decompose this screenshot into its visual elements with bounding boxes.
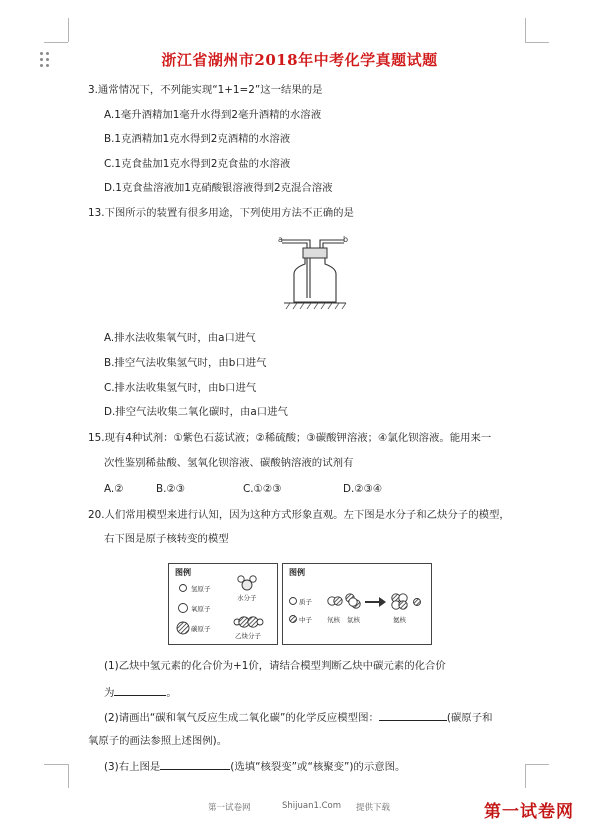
crop-mark-bottom-right-v — [525, 764, 526, 788]
crop-mark-bottom-left-v — [68, 764, 69, 788]
q20-stem-line2: 右下图是原子核转变的模型 — [104, 533, 229, 545]
legend-title-right: 图例 — [289, 568, 305, 577]
nucleus-legend-box — [282, 563, 432, 645]
q15-option-b: B.②③ — [156, 483, 186, 495]
footer-download: 提供下载 — [356, 803, 391, 813]
q20-stem-line1: 20.人们常用模型来进行认知，因为这种方式形象直观。左下图是水分子和乙炔分子的模型， — [88, 509, 510, 521]
legend-carbon-label: 碳原子 — [191, 625, 211, 633]
q15-option-c: C.①②③ — [243, 483, 282, 495]
q13-option-d: D.排空气法收集二氧化碳时，由a口进气 — [104, 406, 288, 418]
q20-sub1-line1: (1)乙炔中氢元素的化合价为+1价，请结合模型判断乙炔中碳元素的化合价 — [104, 660, 446, 672]
legend-deuterium-label: 氘核 — [327, 616, 340, 624]
q13-option-a: A.排水法收集氧气时，由a口进气 — [104, 332, 256, 344]
molecule-legend-box — [168, 563, 278, 645]
page-title: 浙江省湖州市2018年中考化学真题试题 — [161, 51, 438, 69]
footer-url[interactable]: Shijuan1.Com — [282, 801, 342, 811]
q13-stem: 13.下图所示的装置有很多用途，下列使用方法不正确的是 — [88, 207, 354, 219]
footer-site-name: 第一试卷网 — [208, 803, 251, 813]
q20-sub1-suffix: 。 — [166, 687, 177, 699]
crop-mark-top-right-v — [525, 18, 526, 42]
q3-option-c: C.1克食盐加1克水得到2克食盐的水溶液 — [104, 158, 291, 170]
q13-option-c: C.排水法收集氢气时，由b口进气 — [104, 382, 257, 394]
q13-option-b: B.排空气法收集氢气时，由b口进气 — [104, 357, 267, 369]
crop-mark-bottom-left-h — [44, 764, 68, 765]
q20-sub2-suffix: (碳原子和 — [446, 712, 493, 724]
q20-sub3-line — [104, 758, 405, 774]
port-b-label: b — [343, 235, 349, 244]
legend-neutron-label: 中子 — [299, 616, 312, 624]
q15-stem-line2: 次性鉴别稀盐酸、氢氧化钡溶液、碳酸钠溶液的试剂有 — [104, 457, 354, 469]
crop-mark-top-right-h — [525, 42, 549, 43]
crop-mark-top-left-h — [44, 42, 68, 43]
q3-option-d: D.1克食盐溶液加1克硝酸银溶液得到2克混合溶液 — [104, 182, 333, 194]
brand-logo-text: 第一试卷网 — [484, 802, 574, 822]
q20-sub2-line1 — [104, 709, 492, 725]
answer-blank-3[interactable] — [160, 758, 230, 770]
legend-proton-label: 质子 — [299, 598, 312, 606]
q20-sub3-prefix: (3)右上图是 — [104, 761, 161, 773]
port-a-label: a — [278, 235, 283, 244]
q3-option-a: A.1毫升酒精加1毫升水得到2毫升酒精的水溶液 — [104, 109, 322, 121]
crop-mark-bottom-right-h — [525, 764, 549, 765]
q20-sub2-line2: 氧原子的画法参照上述图例)。 — [88, 735, 228, 747]
q20-sub1-line2 — [104, 684, 177, 700]
q20-sub3-suffix: (选填“核裂变”或“核聚变”)的示意图。 — [230, 761, 406, 773]
legend-oxygen-label: 氧原子 — [191, 605, 211, 613]
crop-mark-top-left-v — [68, 18, 69, 42]
legend-helium-label: 氦核 — [393, 616, 406, 624]
q20-sub2-prefix: (2)请画出“碳和氧气反应生成二氧化碳”的化学反应模型图： — [104, 712, 379, 724]
q3-option-b: B.1克酒精加1克水得到2克酒精的水溶液 — [104, 133, 291, 145]
answer-blank-2[interactable] — [379, 709, 447, 721]
q20-sub1-prefix: 为 — [104, 687, 115, 699]
q15-option-a: A.② — [104, 483, 124, 495]
q15-option-d: D.②③④ — [343, 483, 383, 495]
legend-water-label: 水分子 — [237, 594, 257, 602]
legend-tritium-label: 氚核 — [347, 616, 360, 624]
legend-acetylene-label: 乙炔分子 — [235, 632, 261, 640]
answer-blank-1[interactable] — [114, 684, 166, 696]
q3-stem: 3.通常情况下，不列能实现“1+1=2”这一结果的是 — [88, 84, 323, 96]
legend-title-left: 图例 — [175, 568, 191, 577]
gas-washing-bottle-diagram — [270, 228, 360, 312]
legend-hydrogen-label: 氢原子 — [191, 585, 211, 593]
q15-stem-line1: 15.现有4种试剂：①紫色石蕊试液；②稀硫酸；③碳酸钾溶液；④氯化钡溶液。能用来一 — [88, 432, 492, 444]
